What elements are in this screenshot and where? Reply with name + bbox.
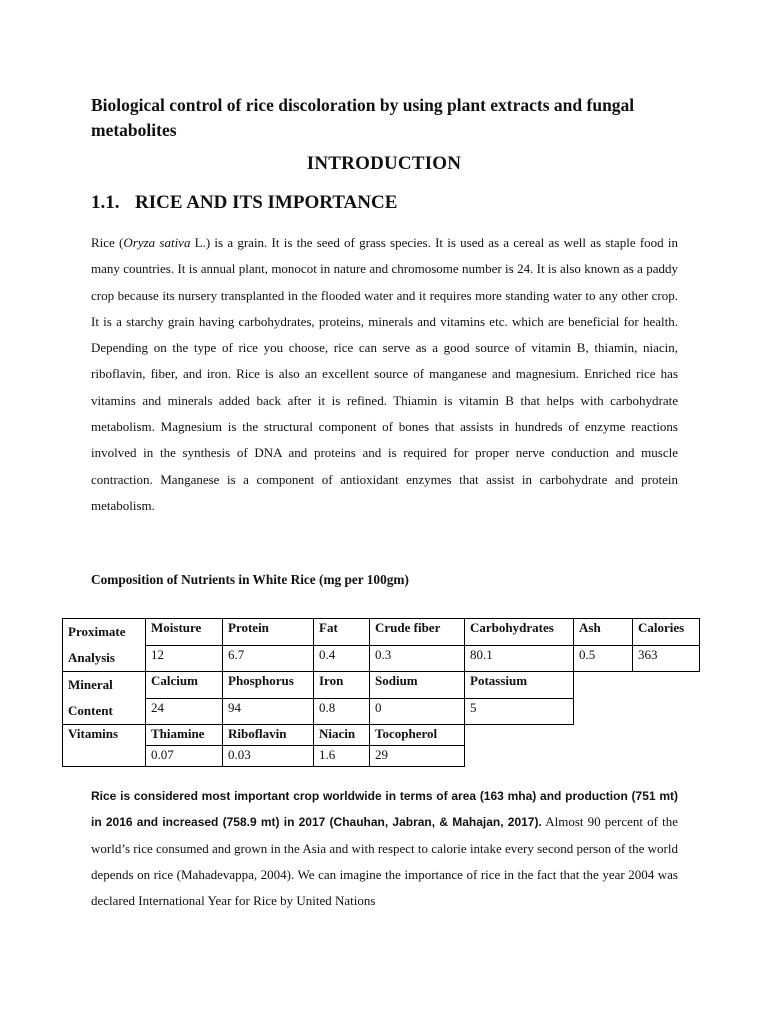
header-cell: Thiamine [146,725,223,746]
value-cell: 363 [633,645,700,672]
value-cell: 1.6 [314,746,370,767]
header-cell: Potassium [465,672,574,699]
header-cell: Niacin [314,725,370,746]
header-cell: Calories [633,619,700,646]
header-cell: Crude fiber [370,619,465,646]
header-cell: Riboflavin [223,725,314,746]
value-cell: 0.07 [146,746,223,767]
value-cell: 0.03 [223,746,314,767]
scientific-name: Oryza sativa [123,235,191,250]
nutrient-table [62,618,700,767]
row-label-proximate: Proximate Analysis [63,619,146,672]
value-cell: 5 [465,698,574,725]
row-label-mineral: Mineral Content [63,672,146,725]
header-cell: Fat [314,619,370,646]
paragraph-rice-description [91,230,678,519]
section-number: 1.1. [91,192,120,213]
empty-cell [574,672,700,725]
header-cell: Tocopherol [370,725,465,746]
header-cell: Calcium [146,672,223,699]
header-cell: Ash [574,619,633,646]
table-row [63,672,700,699]
header-cell: Carbohydrates [465,619,574,646]
value-cell: 6.7 [223,645,314,672]
section-heading [91,192,397,214]
paragraph-rice-production [91,783,678,914]
table-row [63,619,700,646]
para1-lead: Rice ( [91,235,124,250]
value-cell: 12 [146,645,223,672]
table-row [63,645,700,672]
table-caption: Composition of Nutrients in White Rice (mg per 100gm) [91,572,409,587]
section-title: RICE AND ITS IMPORTANCE [135,192,398,213]
header-cell: Iron [314,672,370,699]
value-cell: 29 [370,746,465,767]
value-cell: 0.4 [314,645,370,672]
value-cell: 0.8 [314,698,370,725]
header-cell: Moisture [146,619,223,646]
para2-body: Almost 90 percent of the world’s rice consumed and grown in the Asia and with respect to calorie intake every second person of the world depends on rice (Mahadevappa, 2004). We can imagine the importance of rice in the fact that the year 2004 was declared International Year for Rice by United Nations [91,814,678,909]
value-cell: 0.3 [370,645,465,672]
value-cell: 0 [370,698,465,725]
empty-cell [465,725,700,767]
value-cell: 0.5 [574,645,633,672]
header-cell: Phosphorus [223,672,314,699]
value-cell: 94 [223,698,314,725]
para2-bold: Rice is considered most important crop worldwide in terms of area (163 mha) and production (751 mt) in 2016 and increased (758.9 mt) in 2017 (Chauhan, Jabran, & Mahajan, 2017). [91,789,678,830]
header-cell: Sodium [370,672,465,699]
introduction-heading: INTRODUCTION [306,153,462,174]
value-cell: 24 [146,698,223,725]
table-row [63,725,700,746]
para1-body: L.) is a grain. It is the seed of grass species. It is used as a cereal as well as staple food in many countries. It is annual plant, monocot in nature and chromosome number is 24. It is also known as a paddy crop because its nursery transplanted in the flooded water and it requires more standing water to any other crop. It is a starchy grain having carbohydrates, proteins, minerals and vitamins etc. which are beneficial for health. Depending on the type of rice you choose, rice can serve as a good source of vitamin B, thiamin, niacin, riboflavin, fiber, and iron. Rice is also an excellent source of manganese and magnesium. Enriched rice has vitamins and minerals added back after it is refined. Thiamin is vitamin B that helps with carbohydrate metabolism. Magnesium is the structural component of bones that assists in hundreds of enzyme reactions involved in the synthesis of DNA and proteins and is required for proper nerve conduction and muscle contraction. Manganese is a component of antioxidant enzymes that assist in carbohydrate and protein metabolism. [91,235,678,513]
paper-title: Biological control of rice discoloration by using plant extracts and fungal metabolites [91,95,635,140]
header-cell: Protein [223,619,314,646]
row-label-vitamins: Vitamins [63,725,146,767]
value-cell: 80.1 [465,645,574,672]
